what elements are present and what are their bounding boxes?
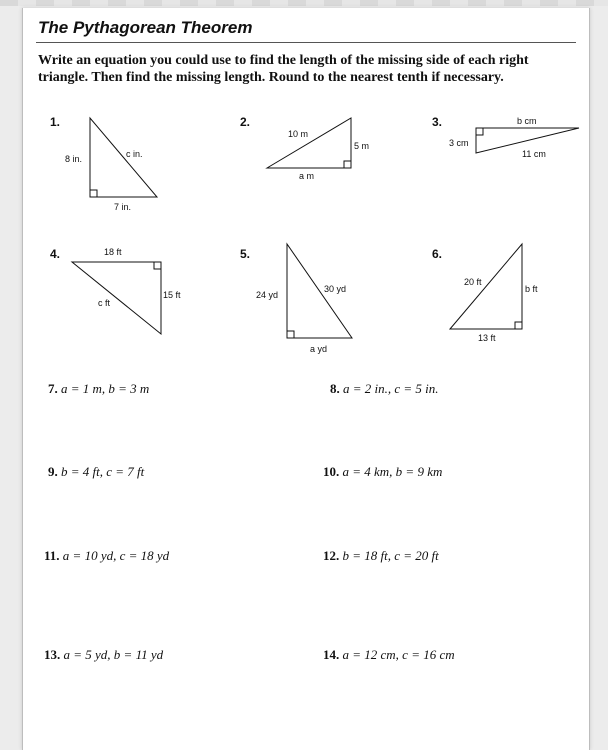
problem-10-number: 10. xyxy=(323,464,340,479)
window-top-strip xyxy=(0,0,608,6)
triangle-2-figure xyxy=(255,112,385,182)
triangle-1-label-b: 7 in. xyxy=(114,202,132,212)
problem-9 xyxy=(48,464,144,480)
triangle-6-label-c: 20 ft xyxy=(464,277,482,287)
problem-11-number: 11. xyxy=(44,548,60,563)
problem-11-text: a = 10 yd, c = 18 yd xyxy=(62,548,170,563)
problem-9-text: b = 4 ft, c = 7 ft xyxy=(61,464,145,479)
problem-7-text: a = 1 m, b = 3 m xyxy=(61,381,150,396)
triangle-5-right-angle xyxy=(287,331,294,338)
triangle-1-shape xyxy=(90,118,157,197)
problem-7 xyxy=(48,381,149,397)
triangle-1-label-c: c in. xyxy=(126,149,143,159)
triangle-4-number: 4. xyxy=(50,247,61,261)
triangle-3-figure xyxy=(445,112,590,167)
triangle-5-label-a: 24 yd xyxy=(256,290,279,300)
problem-8-number: 8. xyxy=(330,381,340,396)
instructions: Write an equation you could use to find the length of the missing side of each right triangle. Then find the missing length. Round to the nearest tenth if necessary. xyxy=(38,53,529,85)
problem-13-text: a = 5 yd, b = 11 yd xyxy=(63,647,164,662)
problem-9-number: 9. xyxy=(48,464,58,479)
triangle-4-label-c: c ft xyxy=(98,298,111,308)
problem-14-text: a = 12 cm, c = 16 cm xyxy=(342,647,455,662)
problem-13 xyxy=(44,647,163,663)
triangle-6-label-a: b ft xyxy=(525,284,538,294)
problem-8 xyxy=(330,381,439,397)
triangle-6-figure xyxy=(440,240,570,345)
triangle-5-number: 5. xyxy=(240,247,251,261)
triangle-2-label-b: 5 m xyxy=(354,141,370,151)
title-divider xyxy=(36,42,576,43)
triangle-2-right-angle xyxy=(344,161,351,168)
triangle-3-label-b: b cm xyxy=(517,116,537,126)
triangle-1-figure xyxy=(60,112,170,217)
problem-13-number: 13. xyxy=(44,647,61,662)
triangle-5-label-b: a yd xyxy=(310,344,328,354)
problem-12 xyxy=(323,548,439,564)
triangle-4-shape xyxy=(72,262,161,334)
triangle-1-number: 1. xyxy=(50,115,61,129)
triangle-6-right-angle xyxy=(515,322,522,329)
triangle-5-label-c: 30 yd xyxy=(324,284,347,294)
triangle-6-number: 6. xyxy=(432,247,443,261)
problem-10 xyxy=(323,464,442,480)
problem-10-text: a = 4 km, b = 9 km xyxy=(342,464,443,479)
page-title: The Pythagorean Theorem xyxy=(38,18,253,37)
problem-12-text: b = 18 ft, c = 20 ft xyxy=(342,548,439,563)
triangle-2-label-a: a m xyxy=(299,171,315,181)
triangle-6-label-b: 13 ft xyxy=(478,333,496,343)
problem-14 xyxy=(323,647,455,663)
problem-14-number: 14. xyxy=(323,647,340,662)
triangle-2-label-c: 10 m xyxy=(288,129,309,139)
triangle-3-number: 3. xyxy=(432,115,443,129)
triangle-3-label-a: 3 cm xyxy=(449,138,469,148)
triangle-3-label-c: 11 cm xyxy=(522,149,546,159)
triangle-3-right-angle xyxy=(476,128,483,135)
problem-12-number: 12. xyxy=(323,548,340,563)
triangle-5-figure xyxy=(252,240,372,360)
triangle-2-number: 2. xyxy=(240,115,251,129)
problem-8-text: a = 2 in., c = 5 in. xyxy=(343,381,439,396)
triangle-1-label-a: 8 in. xyxy=(65,154,83,164)
problem-11 xyxy=(44,548,169,564)
problem-7-number: 7. xyxy=(48,381,58,396)
triangle-6-shape xyxy=(450,244,522,329)
triangle-4-label-b: 15 ft xyxy=(163,290,181,300)
triangle-1-right-angle xyxy=(90,190,97,197)
triangle-2-shape xyxy=(267,118,351,168)
triangle-4-right-angle xyxy=(154,262,161,269)
triangle-4-figure xyxy=(60,240,195,340)
triangle-4-label-a: 18 ft xyxy=(104,247,122,257)
